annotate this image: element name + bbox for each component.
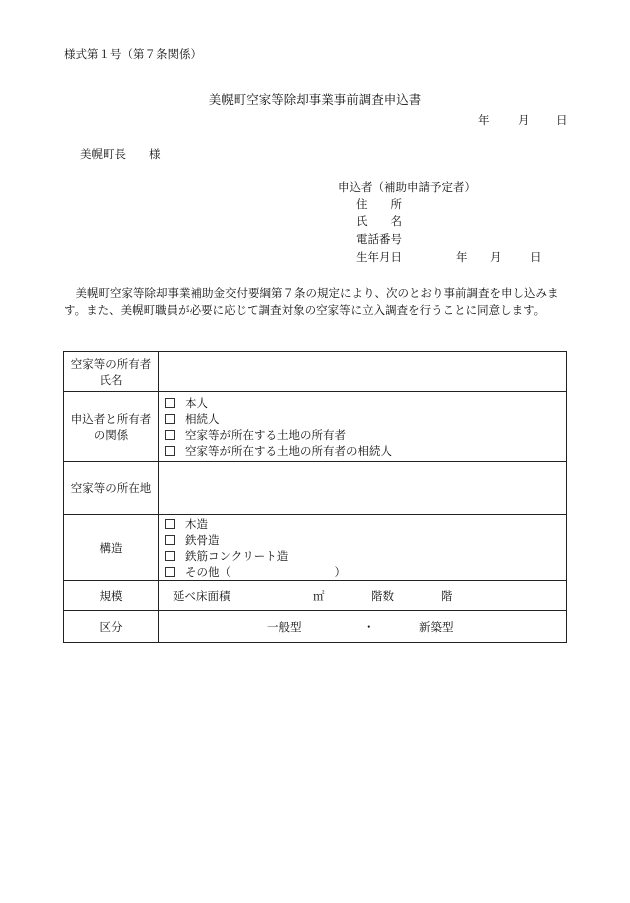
applicant-birthdate-label: 生年月日 — [356, 250, 402, 264]
floors-label: 階数 — [371, 588, 394, 603]
scale-label: 規模 — [64, 581, 159, 611]
checkbox-icon[interactable] — [165, 535, 175, 545]
checkbox-icon[interactable] — [165, 414, 175, 424]
date-day-label: 日 — [556, 113, 568, 127]
checkbox-icon[interactable] — [165, 398, 175, 408]
document-title: 美幌町空家等除却事業事前調査申込書 — [208, 92, 422, 107]
structure-option-steel[interactable]: 鉄骨造 — [159, 532, 566, 548]
location-row — [64, 462, 567, 515]
checkbox-icon[interactable] — [165, 430, 175, 440]
checkbox-icon[interactable] — [165, 551, 175, 561]
relation-options — [159, 392, 567, 462]
applicant-name-label: 氏 名 — [356, 214, 402, 228]
owner-name-label-line1: 空家等の所有者 — [70, 356, 152, 371]
category-separator: ・ — [363, 619, 375, 634]
owner-name-label-line2: 氏名 — [99, 372, 123, 387]
category-field[interactable] — [159, 611, 567, 643]
owner-name-field[interactable] — [159, 352, 567, 392]
structure-label: 構造 — [64, 515, 159, 581]
category-row — [64, 611, 567, 643]
category-general[interactable]: 一般型 — [267, 619, 302, 634]
owner-name-row — [64, 352, 567, 392]
date-year-label: 年 — [478, 113, 490, 127]
structure-row — [64, 515, 567, 581]
location-label: 空家等の所在地 — [64, 462, 159, 515]
applicant-heading: 申込者（補助申請予定者） — [338, 180, 476, 194]
consent-paragraph — [64, 285, 570, 319]
relation-label-line1: 申込者と所有者 — [70, 411, 152, 426]
consent-text: 美幌町空家等除却事業補助金交付要綱第７条の規定により、次のとおり事前調査を申し込みます。また、美幌町職員が必要に応じて調査対象の空家等に立入調査を行うことに同意します。 — [64, 286, 559, 317]
category-new-build[interactable]: 新築型 — [419, 619, 454, 634]
relation-option-land-owner[interactable]: 空家等が所在する土地の所有者 — [159, 427, 566, 443]
floor-area-unit: ㎡ — [313, 588, 325, 603]
relation-option-land-owner-heir[interactable]: 空家等が所在する土地の所有者の相続人 — [159, 443, 566, 459]
location-field[interactable] — [159, 462, 567, 515]
applicant-address-label: 住 所 — [356, 197, 402, 211]
checkbox-icon[interactable] — [165, 519, 175, 529]
structure-option-other[interactable]: その他（ ） — [159, 564, 566, 580]
scale-field[interactable] — [159, 581, 567, 611]
birth-year-label: 年 — [456, 250, 468, 264]
category-label: 区分 — [64, 611, 159, 643]
applicant-phone-label: 電話番号 — [356, 232, 402, 246]
relation-row — [64, 392, 567, 462]
relation-label-line2: の関係 — [93, 427, 129, 442]
structure-option-wood[interactable]: 木造 — [159, 516, 566, 532]
addressee: 美幌町長 様 — [80, 147, 161, 161]
scale-line — [159, 588, 566, 604]
owner-name-label — [64, 352, 159, 392]
checkbox-icon[interactable] — [165, 567, 175, 577]
form-number-label: 様式第１号（第７条関係） — [64, 47, 202, 61]
structure-option-concrete[interactable]: 鉄筋コンクリート造 — [159, 548, 566, 564]
floor-area-label: 延べ床面積 — [173, 588, 231, 603]
relation-option-heir[interactable]: 相続人 — [159, 411, 566, 427]
checkbox-icon[interactable] — [165, 446, 175, 456]
birth-day-label: 日 — [530, 250, 542, 264]
date-month-label: 月 — [518, 113, 530, 127]
relation-option-self[interactable]: 本人 — [159, 395, 566, 411]
scale-row — [64, 581, 567, 611]
relation-label — [64, 392, 159, 462]
application-table — [63, 351, 567, 643]
structure-options — [159, 515, 567, 581]
category-line — [159, 619, 566, 635]
birth-month-label: 月 — [490, 250, 502, 264]
floors-unit: 階 — [441, 588, 453, 603]
